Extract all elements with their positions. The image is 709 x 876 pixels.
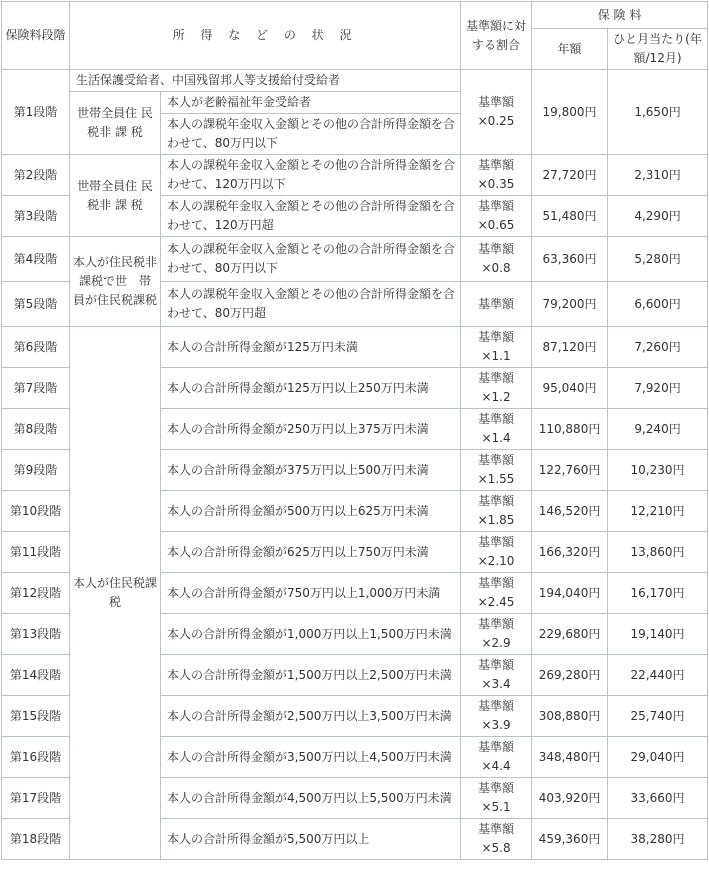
monthly-cell: 29,040円 <box>608 737 708 778</box>
annual-cell: 27,720円 <box>532 155 608 196</box>
monthly-cell: 7,920円 <box>608 368 708 409</box>
stage-cell: 第11段階 <box>2 532 70 573</box>
ratio-cell: 基準額×1.4 <box>461 409 532 450</box>
annual-cell: 110,880円 <box>532 409 608 450</box>
ratio-cell: 基準額×5.8 <box>461 819 532 860</box>
stage-cell: 第7段階 <box>2 368 70 409</box>
condition-cell: 本人の課税年金収入金額とその他の合計所得金額を合わせて、120万円以下 <box>161 155 461 196</box>
monthly-cell: 2,310円 <box>608 155 708 196</box>
stage-cell: 第4段階 <box>2 237 70 282</box>
ratio-cell: 基準額 <box>461 282 532 327</box>
ratio-cell: 基準額×5.1 <box>461 778 532 819</box>
table-row <box>2 237 708 282</box>
monthly-cell: 33,660円 <box>608 778 708 819</box>
condition-cell: 本人が老齢福祉年金受給者 <box>161 92 461 114</box>
stage-cell: 第1段階 <box>2 70 70 155</box>
ratio-cell: 基準額×2.45 <box>461 573 532 614</box>
table-row <box>2 155 708 196</box>
monthly-cell: 16,170円 <box>608 573 708 614</box>
group-cell: 世帯全員住 民 税非 課 税 <box>70 92 161 155</box>
ratio-cell: 基準額×0.25 <box>461 70 532 155</box>
annual-cell: 19,800円 <box>532 70 608 155</box>
header-premium: 保 険 料 <box>532 2 708 29</box>
condition-cell: 本人の合計所得金額が500万円以上625万円未満 <box>161 491 461 532</box>
ratio-cell: 基準額×1.85 <box>461 491 532 532</box>
stage-cell: 第18段階 <box>2 819 70 860</box>
condition-cell: 本人の合計所得金額が625万円以上750万円未満 <box>161 532 461 573</box>
table-row <box>2 327 708 368</box>
condition-cell: 本人の課税年金収入金額とその他の合計所得金額を合わせて、80万円以下 <box>161 237 461 282</box>
header-monthly: ひと月当たり(年額/12月) <box>608 29 708 70</box>
annual-cell: 95,040円 <box>532 368 608 409</box>
annual-cell: 79,200円 <box>532 282 608 327</box>
annual-cell: 63,360円 <box>532 237 608 282</box>
stage-cell: 第17段階 <box>2 778 70 819</box>
header-stage: 保険料段階 <box>2 2 70 70</box>
condition-cell: 本人の合計所得金額が750万円以上1,000万円未満 <box>161 573 461 614</box>
condition-cell: 本人の合計所得金額が3,500万円以上4,500万円未満 <box>161 737 461 778</box>
ratio-cell: 基準額×3.9 <box>461 696 532 737</box>
condition-cell: 本人の合計所得金額が1,500万円以上2,500万円未満 <box>161 655 461 696</box>
stage-cell: 第16段階 <box>2 737 70 778</box>
monthly-cell: 1,650円 <box>608 70 708 155</box>
monthly-cell: 4,290円 <box>608 196 708 237</box>
annual-cell: 194,040円 <box>532 573 608 614</box>
annual-cell: 166,320円 <box>532 532 608 573</box>
header-annual: 年額 <box>532 29 608 70</box>
annual-cell: 229,680円 <box>532 614 608 655</box>
condition-cell: 本人の課税年金収入金額とその他の合計所得金額を合わせて、120万円超 <box>161 196 461 237</box>
ratio-cell: 基準額×2.10 <box>461 532 532 573</box>
stage-cell: 第9段階 <box>2 450 70 491</box>
condition-cell: 本人の課税年金収入金額とその他の合計所得金額を合わせて、80万円超 <box>161 282 461 327</box>
condition-cell: 本人の課税年金収入金額とその他の合計所得金額を合わせて、80万円以下 <box>161 114 461 155</box>
monthly-cell: 22,440円 <box>608 655 708 696</box>
stage-cell: 第5段階 <box>2 282 70 327</box>
ratio-cell: 基準額×0.65 <box>461 196 532 237</box>
monthly-cell: 13,860円 <box>608 532 708 573</box>
ratio-cell: 基準額×0.35 <box>461 155 532 196</box>
condition-cell: 本人の合計所得金額が125万円以上250万円未満 <box>161 368 461 409</box>
group-cell: 世帯全員住 民 税非 課 税 <box>70 155 161 237</box>
annual-cell: 348,480円 <box>532 737 608 778</box>
annual-cell: 308,880円 <box>532 696 608 737</box>
ratio-cell: 基準額×2.9 <box>461 614 532 655</box>
condition-cell: 本人の合計所得金額が5,500万円以上 <box>161 819 461 860</box>
monthly-cell: 19,140円 <box>608 614 708 655</box>
premium-table <box>1 1 708 860</box>
stage-cell: 第6段階 <box>2 327 70 368</box>
monthly-cell: 6,600円 <box>608 282 708 327</box>
annual-cell: 269,280円 <box>532 655 608 696</box>
ratio-cell: 基準額×1.2 <box>461 368 532 409</box>
annual-cell: 122,760円 <box>532 450 608 491</box>
condition-cell: 本人の合計所得金額が2,500万円以上3,500万円未満 <box>161 696 461 737</box>
condition-cell: 生活保護受給者、中国残留邦人等支援給付受給者 <box>70 70 461 92</box>
monthly-cell: 9,240円 <box>608 409 708 450</box>
annual-cell: 459,360円 <box>532 819 608 860</box>
header-status: 所 得 な ど の 状 況 <box>70 2 461 70</box>
condition-cell: 本人の合計所得金額が125万円未満 <box>161 327 461 368</box>
ratio-cell: 基準額×0.8 <box>461 237 532 282</box>
annual-cell: 87,120円 <box>532 327 608 368</box>
monthly-cell: 5,280円 <box>608 237 708 282</box>
stage-cell: 第2段階 <box>2 155 70 196</box>
condition-cell: 本人の合計所得金額が375万円以上500万円未満 <box>161 450 461 491</box>
ratio-cell: 基準額×1.1 <box>461 327 532 368</box>
annual-cell: 403,920円 <box>532 778 608 819</box>
stage-cell: 第8段階 <box>2 409 70 450</box>
monthly-cell: 25,740円 <box>608 696 708 737</box>
ratio-cell: 基準額×4.4 <box>461 737 532 778</box>
condition-cell: 本人の合計所得金額が1,000万円以上1,500万円未満 <box>161 614 461 655</box>
stage-cell: 第15段階 <box>2 696 70 737</box>
group-cell: 本人が住民税課 税 <box>70 327 161 860</box>
ratio-cell: 基準額×1.55 <box>461 450 532 491</box>
monthly-cell: 10,230円 <box>608 450 708 491</box>
condition-cell: 本人の合計所得金額が4,500万円以上5,500万円未満 <box>161 778 461 819</box>
stage-cell: 第12段階 <box>2 573 70 614</box>
stage-cell: 第10段階 <box>2 491 70 532</box>
stage-cell: 第14段階 <box>2 655 70 696</box>
ratio-cell: 基準額×3.4 <box>461 655 532 696</box>
annual-cell: 146,520円 <box>532 491 608 532</box>
annual-cell: 51,480円 <box>532 196 608 237</box>
header-ratio: 基準額に対する割合 <box>461 2 532 70</box>
monthly-cell: 38,280円 <box>608 819 708 860</box>
monthly-cell: 7,260円 <box>608 327 708 368</box>
condition-cell: 本人の合計所得金額が250万円以上375万円未満 <box>161 409 461 450</box>
stage-cell: 第3段階 <box>2 196 70 237</box>
stage-cell: 第13段階 <box>2 614 70 655</box>
group-cell: 本人が住民税非課税で世 帯 員が住民税課税 <box>70 237 161 327</box>
monthly-cell: 12,210円 <box>608 491 708 532</box>
